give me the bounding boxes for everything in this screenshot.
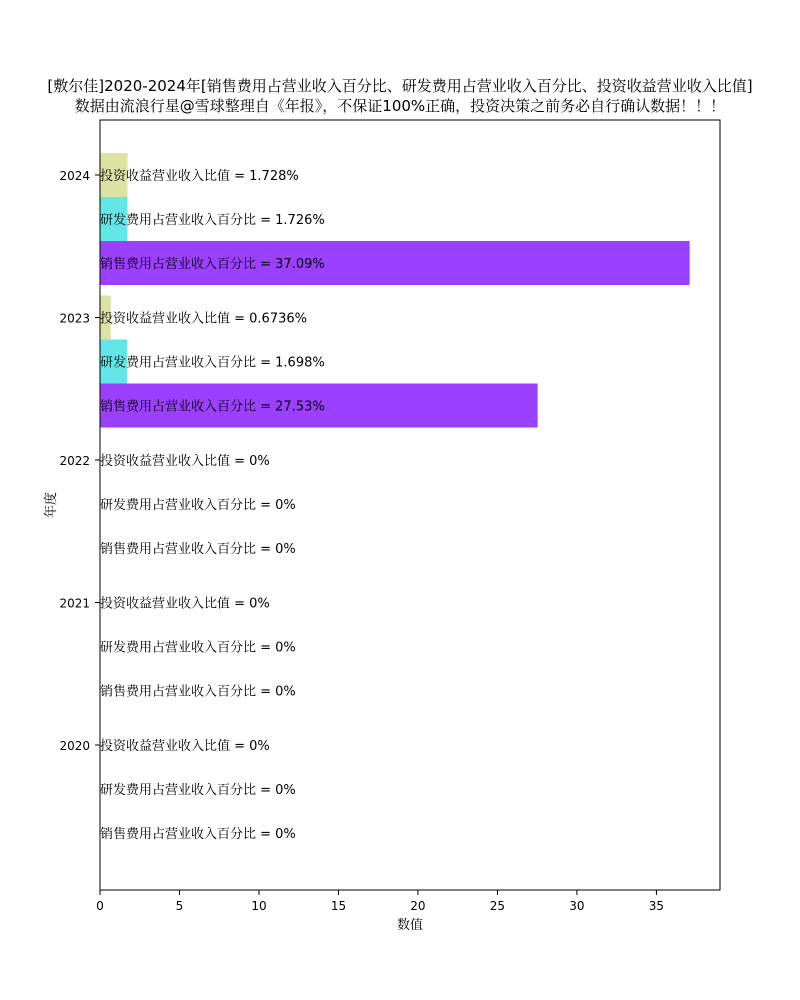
data-label-sales-expense-2021: 销售费用占营业收入百分比 = 0% — [100, 684, 296, 700]
x-tick-label: 0 — [96, 899, 104, 913]
y-tick-label-2023: 2023 — [59, 311, 90, 326]
data-label-rd-expense-2022: 研发费用占营业收入百分比 = 0% — [100, 498, 296, 513]
data-label-rd-expense-2021: 研发费用占营业收入百分比 = 0% — [100, 640, 296, 656]
data-label-sales-expense-2022: 销售费用占营业收入百分比 = 0% — [100, 542, 296, 557]
x-axis-label: 数值 — [396, 918, 424, 933]
y-tick-label-2022: 2022 — [59, 454, 90, 468]
y-tick-label-2021: 2021 — [59, 596, 90, 611]
data-label-sales-expense-2023: 销售费用占营业收入百分比 = 27.53% — [100, 399, 325, 415]
x-tick-label: 20 — [410, 899, 426, 913]
chart-title: [敷尔佳]2020-2024年[销售费用占营业收入百分比、研发费用占营业收入百分比、投资收益营业收入比值] — [47, 77, 753, 95]
x-tick-label: 35 — [648, 899, 665, 913]
x-tick-label: 10 — [251, 899, 267, 913]
data-label-investment-income-2020: 投资收益营业收入比值 = 0% — [100, 739, 270, 754]
x-tick-label: 25 — [489, 899, 506, 913]
data-label-investment-income-2022: 投资收益营业收入比值 = 0% — [100, 454, 270, 469]
data-label-sales-expense-2020: 销售费用占营业收入百分比 = 0% — [100, 827, 296, 842]
x-tick-label: 5 — [175, 899, 184, 913]
data-label-investment-income-2024: 投资收益营业收入比值 = 1.728% — [100, 169, 299, 184]
y-tick-label-2020: 2020 — [59, 739, 90, 753]
x-axis — [96, 890, 664, 913]
bars-layer — [100, 153, 690, 428]
data-label-rd-expense-2023: 研发费用占营业收入百分比 = 1.698% — [100, 355, 325, 371]
data-label-investment-income-2021: 投资收益营业收入比值 = 0% — [100, 596, 270, 612]
data-label-rd-expense-2020: 研发费用占营业收入百分比 = 0% — [100, 783, 296, 798]
y-tick-label-2024: 2024 — [59, 169, 90, 183]
data-label-rd-expense-2024: 研发费用占营业收入百分比 = 1.726% — [100, 213, 325, 228]
data-labels-layer — [100, 168, 325, 842]
x-tick-label: 30 — [569, 899, 585, 913]
data-label-investment-income-2023: 投资收益营业收入比值 = 0.6736% — [100, 311, 307, 327]
x-tick-label: 15 — [330, 899, 347, 913]
chart-subtitle: 数据由流浪行星@雪球整理自《年报》，不保证100%正确，投资决策之前务必自行确认数据！！！ — [74, 97, 726, 115]
data-label-sales-expense-2024: 销售费用占营业收入百分比 = 37.09% — [100, 257, 325, 272]
y-axis-label: 年度 — [44, 491, 59, 519]
y-axis — [59, 169, 100, 753]
